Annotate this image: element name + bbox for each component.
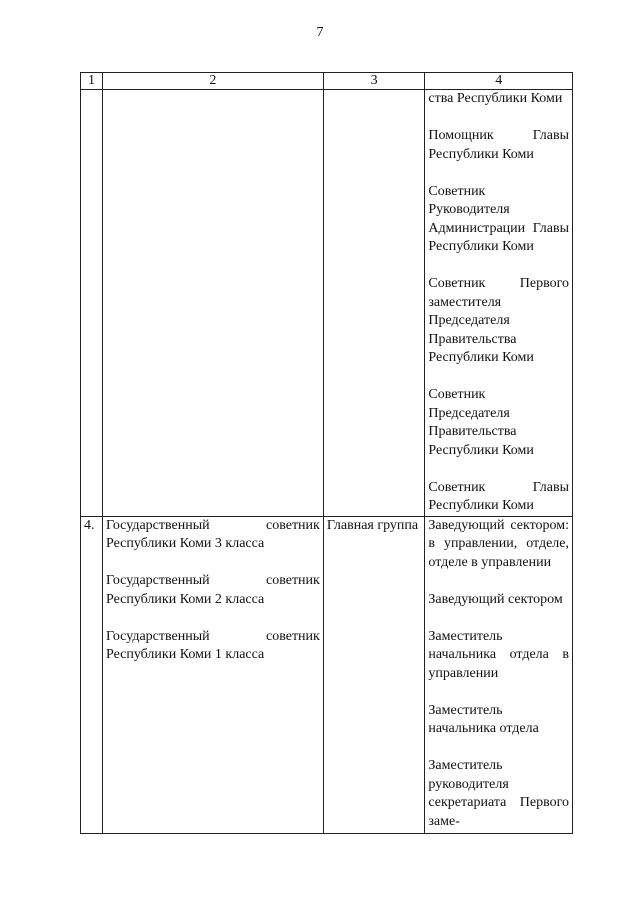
position-item: Советник Председателя Правительства Республики Коми	[428, 387, 534, 458]
position-item: Заместитель руководителя секретариата Первого заме-	[428, 758, 569, 829]
positions-table	[80, 72, 573, 834]
position-item: Заведующий сектором: в управлении, отделе, отделе в управлении	[428, 517, 569, 570]
rank-item: Государственный советник Республики Коми 1 класса	[105, 628, 320, 662]
page-number: 7	[316, 25, 324, 40]
rank-item: Государственный советник Республики Коми 2 класса	[105, 573, 320, 607]
row2-group-cell: Главная группа	[323, 516, 425, 833]
row2-number-cell: 4.	[81, 516, 103, 833]
position-item: Советник Руководителя Администрации Главы Республики Коми	[428, 183, 569, 254]
row1-ranks-cell	[102, 90, 323, 517]
row1-positions-cell	[425, 90, 573, 517]
header-col-3: 3	[323, 73, 425, 90]
row2-ranks-cell	[102, 516, 323, 833]
header-col-4: 4	[425, 73, 573, 90]
rank-item: Государственный советник Республики Коми 3 класса	[105, 517, 320, 551]
position-item: Советник Первого заместителя Председателя Правительства Республики Коми	[428, 276, 569, 365]
position-item: Заведующий сектором	[428, 591, 563, 607]
table-row	[81, 516, 573, 833]
table-header-row	[81, 73, 573, 90]
position-item: Помощник Главы Республики Коми	[428, 128, 569, 162]
row1-group-cell	[323, 90, 425, 517]
position-item: ства Республики Коми	[428, 91, 563, 106]
position-item: Советник Главы Республики Коми	[428, 479, 569, 513]
header-col-1: 1	[81, 73, 103, 90]
position-item: Заместитель начальника отдела	[428, 702, 539, 736]
row1-number-cell	[81, 90, 103, 517]
position-item: Заместитель начальника отдела в управлении	[428, 628, 569, 681]
table-row	[81, 90, 573, 517]
header-col-2: 2	[102, 73, 323, 90]
row2-positions-cell	[425, 516, 573, 833]
